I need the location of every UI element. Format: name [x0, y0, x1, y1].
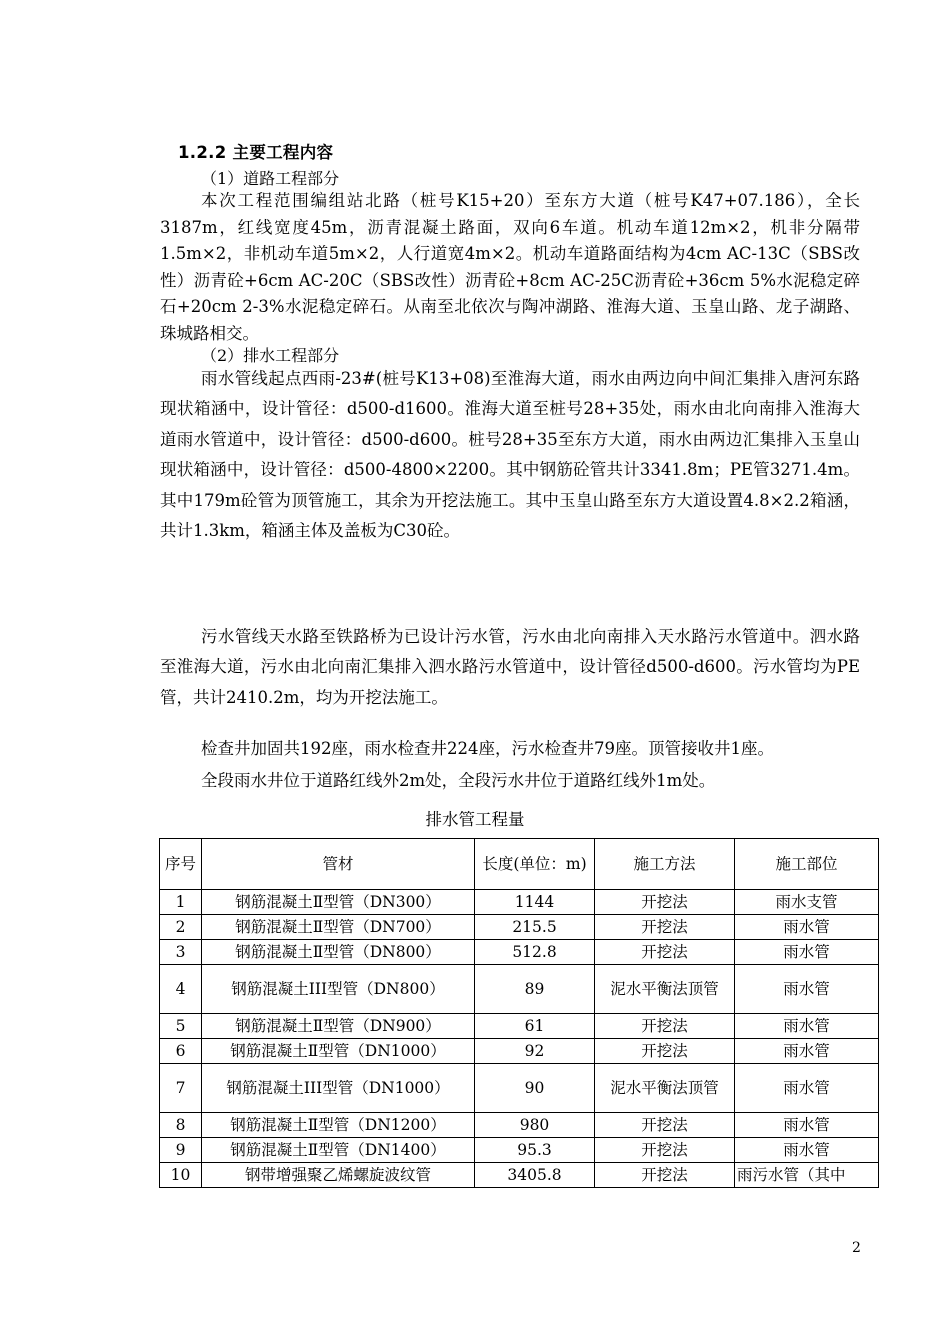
table-cell: 雨水管	[735, 1064, 879, 1113]
section-heading: 1.2.2 主要工程内容	[178, 143, 334, 162]
table-caption: 排水管工程量	[425, 810, 525, 829]
table-cell: 开挖法	[595, 1138, 735, 1163]
table-cell: 92	[475, 1039, 595, 1064]
table-cell: 8	[160, 1113, 202, 1138]
table-cell: 钢筋混凝土Ⅱ型管（DN300）	[202, 890, 475, 915]
table-cell: 雨水管	[735, 965, 879, 1014]
table-cell: 雨水管	[735, 1138, 879, 1163]
table-cell: 雨水管	[735, 940, 879, 965]
table-cell: 钢筋混凝土Ⅱ型管（DN1000）	[202, 1039, 475, 1064]
table-cell: 开挖法	[595, 1113, 735, 1138]
table-cell: 钢筋混凝土Ⅱ型管（DN1400）	[202, 1138, 475, 1163]
table-cell: 开挖法	[595, 1163, 735, 1188]
road-subtitle: （1）道路工程部分	[201, 169, 340, 188]
table-row	[160, 890, 879, 915]
header-cell: 长度(单位：m)	[475, 839, 595, 890]
table-cell: 10	[160, 1163, 202, 1188]
table-cell: 4	[160, 965, 202, 1014]
table-cell: 钢筋混凝土Ⅱ型管（DN900）	[202, 1014, 475, 1039]
table-cell: 95.3	[475, 1138, 595, 1163]
table-cell: 2	[160, 915, 202, 940]
table-cell: 雨水管	[735, 915, 879, 940]
table-header-row	[160, 839, 879, 890]
table-row	[160, 1064, 879, 1113]
header-cell: 管材	[202, 839, 475, 890]
table-cell: 泥水平衡法顶管	[595, 1064, 735, 1113]
table-cell: 雨水管	[735, 1039, 879, 1064]
table-row	[160, 1163, 879, 1188]
table-cell: 开挖法	[595, 1014, 735, 1039]
table-cell: 开挖法	[595, 1039, 735, 1064]
table-row	[160, 915, 879, 940]
table-cell: 89	[475, 965, 595, 1014]
table-cell: 雨水管	[735, 1113, 879, 1138]
table-cell: 开挖法	[595, 890, 735, 915]
table-cell: 90	[475, 1064, 595, 1113]
table-cell: 1144	[475, 890, 595, 915]
table-row	[160, 1113, 879, 1138]
table-cell: 9	[160, 1138, 202, 1163]
table-cell: 7	[160, 1064, 202, 1113]
table-cell: 512.8	[475, 940, 595, 965]
table-cell: 雨水管	[735, 1014, 879, 1039]
sewage-pipe-paragraph: 污水管线天水路至铁路桥为已设计污水管，污水由北向南排入天水路污水管道中。泗水路至淮海大道，污水由北向南汇集排入泗水路污水管道中，设计管径d500-d600。污水管均为PE管，共计2410.2m，均为开挖法施工。	[160, 627, 860, 707]
table-cell: 钢筋混凝土III型管（DN800）	[202, 965, 475, 1014]
table-row	[160, 965, 879, 1014]
table-cell: 61	[475, 1014, 595, 1039]
table-cell: 6	[160, 1039, 202, 1064]
table-cell: 钢筋混凝土Ⅱ型管（DN800）	[202, 940, 475, 965]
table-cell: 雨污水管（其中	[735, 1163, 879, 1188]
table-row	[160, 1039, 879, 1064]
header-cell: 施工部位	[735, 839, 879, 890]
well-position-paragraph: 全段雨水井位于道路红线外2m处，全段污水井位于道路红线外1m处。	[201, 771, 716, 790]
table-cell: 5	[160, 1014, 202, 1039]
table-cell: 3	[160, 940, 202, 965]
manhole-paragraph: 检查井加固共192座，雨水检查井224座，污水检查井79座。顶管接收井1座。	[201, 739, 774, 758]
table-row	[160, 940, 879, 965]
table-cell: 3405.8	[475, 1163, 595, 1188]
table-cell: 开挖法	[595, 915, 735, 940]
drainage-quantity-table	[159, 838, 879, 1188]
drainage-subtitle: （2）排水工程部分	[201, 346, 340, 365]
table-cell: 215.5	[475, 915, 595, 940]
table-row	[160, 1014, 879, 1039]
header-cell: 序号	[160, 839, 202, 890]
header-cell: 施工方法	[595, 839, 735, 890]
page-number: 2	[852, 1240, 861, 1256]
table-row	[160, 1138, 879, 1163]
rain-pipe-paragraph: 雨水管线起点西雨-23#(桩号K13+08)至淮海大道，雨水由两边向中间汇集排入唐河东路现状箱涵中，设计管径：d500-d1600。淮海大道至桩号28+35处，雨水由北向南排入淮海大道雨水管道中，设计管径：d500-d600。桩号28+35至东方大道，雨水由两边汇集排入玉皇山现状箱涵中，设计管径：d500-4800×2200。其中钢筋砼管共计3341.8m；PE管3271.4m。其中179m砼管为顶管施工，其余为开挖法施工。其中玉皇山路至东方大道设置4.8×2.2箱涵，共计1.3km，箱涵主体及盖板为C30砼。	[160, 369, 860, 541]
table-cell: 开挖法	[595, 940, 735, 965]
table-cell: 钢筋混凝土Ⅱ型管（DN700）	[202, 915, 475, 940]
table-cell: 钢筋混凝土III型管（DN1000）	[202, 1064, 475, 1113]
table-cell: 钢筋混凝土Ⅱ型管（DN1200）	[202, 1113, 475, 1138]
table-cell: 980	[475, 1113, 595, 1138]
table-cell: 泥水平衡法顶管	[595, 965, 735, 1014]
table-cell: 雨水支管	[735, 890, 879, 915]
table-cell: 钢带增强聚乙烯螺旋波纹管	[202, 1163, 475, 1188]
road-paragraph: 本次工程范围编组站北路（桩号K15+20）至东方大道（桩号K47+07.186），全长3187m，红线宽度45m，沥青混凝土路面，双向6车道。机动车道12m×2，机非分隔带1.5m×2，非机动车道5m×2，人行道宽4m×2。机动车道路面结构为4cm AC-13C（SBS改性）沥青砼+6cm AC-20C（SBS改性）沥青砼+8cm AC-25C沥青砼+36cm 5%水泥稳定碎石+20cm 2-3%水泥稳定碎石。从南至北依次与陶冲湖路、淮海大道、玉皇山路、龙子湖路、珠城路相交。	[160, 191, 860, 343]
table-cell: 1	[160, 890, 202, 915]
